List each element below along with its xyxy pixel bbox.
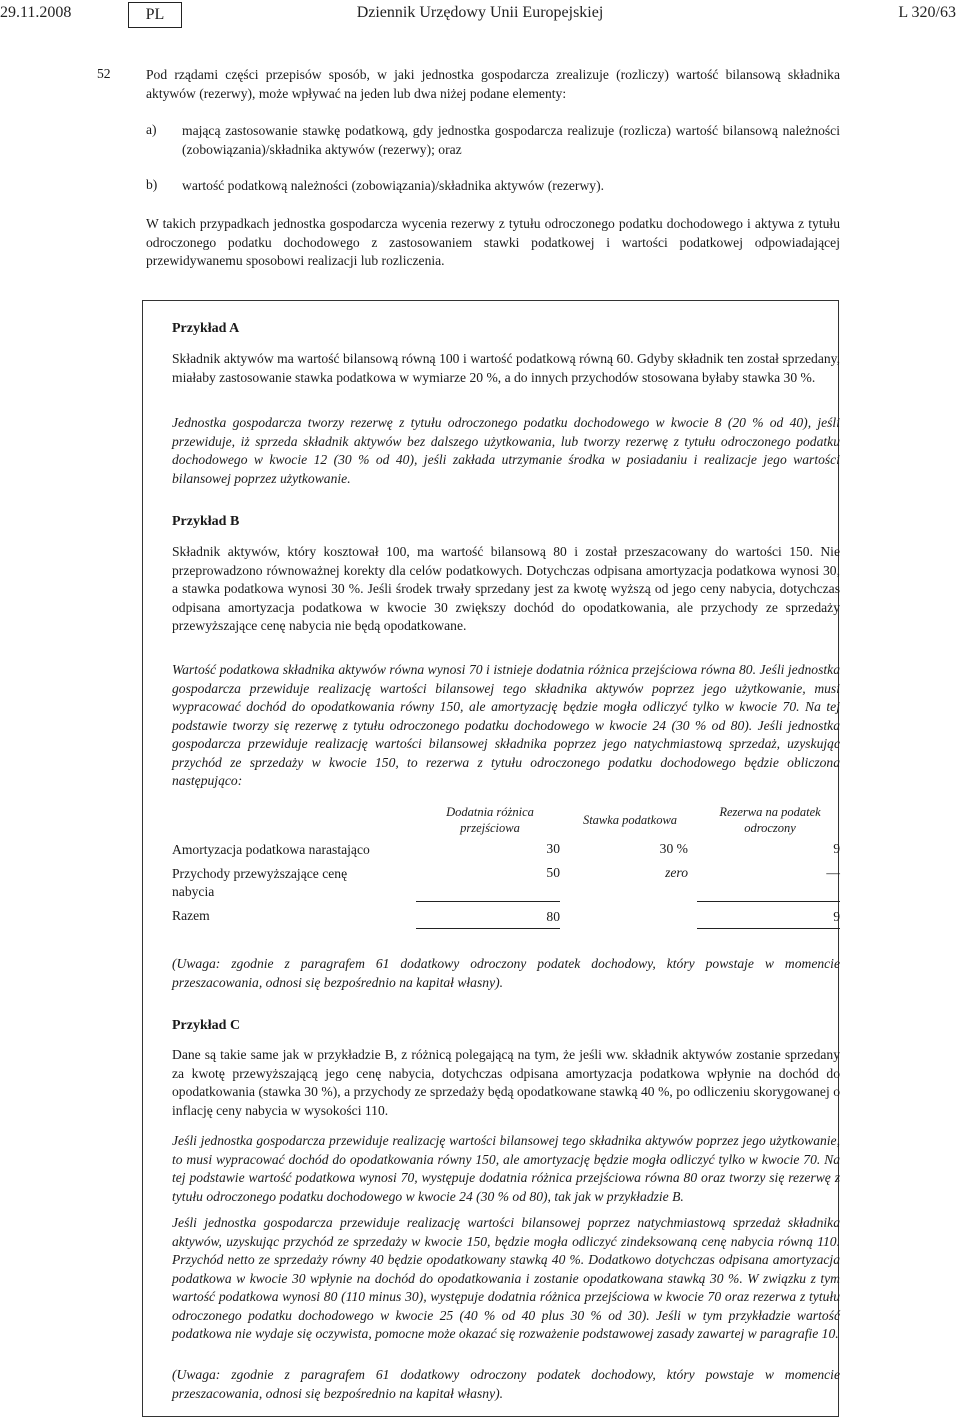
example-c-text: Dane są takie same jak w przykładzie B, z różnicą polegającą na tym, że jeśli ww. składnik aktywów zostanie sprzedany za kwotę przewyższającą jego cenę nabycia, dotychczas odpisana amortyzacja podatkowa wpłynie na dochód do opodatkowania (stawka 30 %), a przychody ze sprzedaży będą opodatkowane stawką 40 %, po odliczeniu skorygowanej o inflację ceny nabycia w wysokości 110. — [172, 1047, 840, 1118]
column-header: Stawka podatkowa — [582, 813, 678, 827]
table-cell: 30 % — [659, 841, 688, 856]
table-cell: 9 — [833, 909, 840, 924]
publication-date: 29.11.2008 — [0, 4, 72, 21]
example-a-italic-text: Jednostka gospodarcza tworzy rezerwę z tytułu odroczonego podatku dochodowego w kwocie 8 (20 % od 40), jeśli przewiduje, iż sprzeda składnik aktywów bez dalszego użytkowania, lub tworzy rezerwę z tytułu odroczonego podatku dochodowego w kwocie 12 (30 % od 40), jeśli zakłada utrzymanie środka w posiadaniu i realizacje jego wartości bilansowej poprzez użytkowanie. — [172, 415, 840, 486]
example-c-title: Przykład C — [172, 1018, 241, 1033]
total-rule — [416, 928, 560, 929]
example-a-title: Przykład A — [172, 321, 240, 336]
table-row-label: Amortyzacja podatkowa narastająco — [172, 842, 370, 857]
example-c-italic-text: Jeśli jednostka gospodarcza przewiduje realizację wartości bilansowej poprzez natychmiastową sprzedaż składnika aktywów, uzyskując przychód ze sprzedaży w kwocie 150, będzie mogła odliczyć zindeksowaną cenę nabycia równą 110. Przychód netto ze sprzedaży równy 40 będzie opodatkowany stawką 40 %. Dodatkowo dotychczas odpisana amortyzacja podatkowa w kwocie 30 wpłynie na dochód do opodatkowania i zostanie opodatkowana stawką 30 %. W związku z tym wartość podatkowa wynosi 80 (110 minus 30), występuje dodatnia różnica przejściowa w kwocie 70 oraz rezerwa z tytułu odroczonego podatku dochodowego w kwocie 25 (40 % od 40 plus 30 % od 30). Jeśli w tym przykładzie wartość podatkowa nie wydaje się oczywista, pomocne może okazać się rozważenie podstawowej zasady zawartej w paragrafie 10. — [172, 1215, 840, 1341]
intro-paragraph: Pod rządami części przepisów sposób, w jaki jednostka gospodarcza zrealizuje (rozliczy) wartość bilansową składnika aktywów (rezerwy), może wpływać na jeden lub dwa niżej podane elementy: — [146, 67, 840, 101]
table-cell: 30 — [546, 841, 560, 856]
list-item-text: mającą zastosowanie stawkę podatkową, gdy jednostka gospodarcza realizuje (rozlicza) wartość bilansową należności (zobowiązania)/składnika aktywów (rezerwy); oraz — [182, 123, 840, 157]
example-a-text: Składnik aktywów ma wartość bilansową równą 100 i wartość podatkową równą 60. Gdyby składnik ten został sprzedany, miałaby zastosowanie stawka podatkowa w wymiarze 20 %, a do innych przychodów stosowana byłaby stawka 30 %. — [172, 351, 840, 385]
table-cell: 80 — [546, 909, 560, 924]
list-item-marker: a) — [146, 122, 157, 137]
body-paragraph: W takich przypadkach jednostka gospodarcza wycenia rezerwy z tytułu odroczonego podatku dochodowego i aktywa z tytułu odroczonego podatku dochodowego z zastosowaniem stawki podatkowej i wartości podatkowej odpowiadającej przewidywanemu sposobowi realizacji lub rozliczenia. — [146, 216, 840, 268]
paragraph-number: 52 — [97, 66, 111, 81]
table-cell: — — [826, 865, 840, 880]
column-header: Dodatnia różnica przejściowa — [446, 805, 534, 835]
column-header: Rezerwa na podatek odroczony — [719, 805, 821, 835]
table-cell: 9 — [833, 841, 840, 856]
table-row-label: Przychody przewyższające cenę nabycia — [172, 866, 348, 899]
example-c-note: (Uwaga: zgodnie z paragrafem 61 dodatkowy odroczony podatek dochodowy, który powstaje w momencie przeszacowania, odnosi się bezpośrednio na kapitał własny). — [172, 1367, 840, 1401]
page-number: L 320/63 — [898, 4, 956, 21]
example-b-italic-text: Wartość podatkowa składnika aktywów równa wynosi 70 i istnieje dodatnia różnica przejściowa równa 80. Jeśli jednostka gospodarcza przewiduje realizację wartości bilansowej tego składnika aktywów poprzez jego użytkowanie, musi wypracować dochód do opodatkowania równy 150, ale amortyzację będzie mogła odliczyć tylko w kwocie 70. Na tej podstawie tworzy się rezerwę z tytułu odroczonego podatku dochodowego w kwocie 24 (30 % od 80). Jeśli jednostka gospodarcza przewiduje realizację wartości bilansowej składnika poprzez jego natychmiastową sprzedaż, uzyskując przychód ze sprzedaży w kwocie 150, to rezerwa z tytułu odroczonego podatku dochodowego będzie obliczona następująco: — [172, 662, 840, 788]
table-cell: 50 — [546, 865, 560, 880]
table-cell: zero — [665, 865, 688, 880]
list-item-marker: b) — [146, 177, 158, 192]
list-item-text: wartość podatkową należności (zobowiązania)/składnika aktywów (rezerwy). — [182, 178, 604, 193]
example-b-note: (Uwaga: zgodnie z paragrafem 61 dodatkowy odroczony podatek dochodowy, który powstaje w momencie przeszacowania, odnosi się bezpośrednio na kapitał własny). — [172, 956, 840, 990]
total-rule — [697, 928, 840, 929]
sum-rule — [697, 901, 840, 902]
sum-rule — [416, 901, 560, 902]
table-row-label: Razem — [172, 908, 210, 923]
example-b-title: Przykład B — [172, 514, 240, 529]
example-c-italic-text: Jeśli jednostka gospodarcza przewiduje realizację wartości bilansowej tego składnika aktywów poprzez jego użytkowanie, to musi wypracować dochód do opodatkowania równy 150, ale amortyzację będzie mogła odliczyć tylko w kwocie 70. Na tej podstawie wartość podatkowa wynosi 70, występuje dodatnia różnica przejściowa równa 80 oraz tworzy się rezerwę z tytułu odroczonego podatku dochodowego w kwocie 24 (30 % od 80), tak jak w przykładzie B. — [172, 1133, 840, 1204]
journal-title: Dziennik Urzędowy Unii Europejskiej — [356, 4, 604, 21]
page-header — [0, 4, 960, 26]
example-b-text: Składnik aktywów, który kosztował 100, ma wartość bilansową 80 i został przeszacowany do wartości 150. Nie przeprowadzono równoważnej korekty dla celów podatkowych. Dotychczas odpisana amortyzacja podatkowa wynosi 30, a stawka podatkowa wynosi 30 %. Jeśli środek trwały sprzedany jest za kwotę wyższą od jego ceny nabycia, dotychczas odpisana amortyzacja podatkowa w kwocie 30 zwiększy dochód do opodatkowania, ale przychody ze sprzedaży przewyższające cenę nabycia nie będą opodatkowane. — [172, 544, 840, 633]
language-badge: PL — [128, 2, 182, 28]
